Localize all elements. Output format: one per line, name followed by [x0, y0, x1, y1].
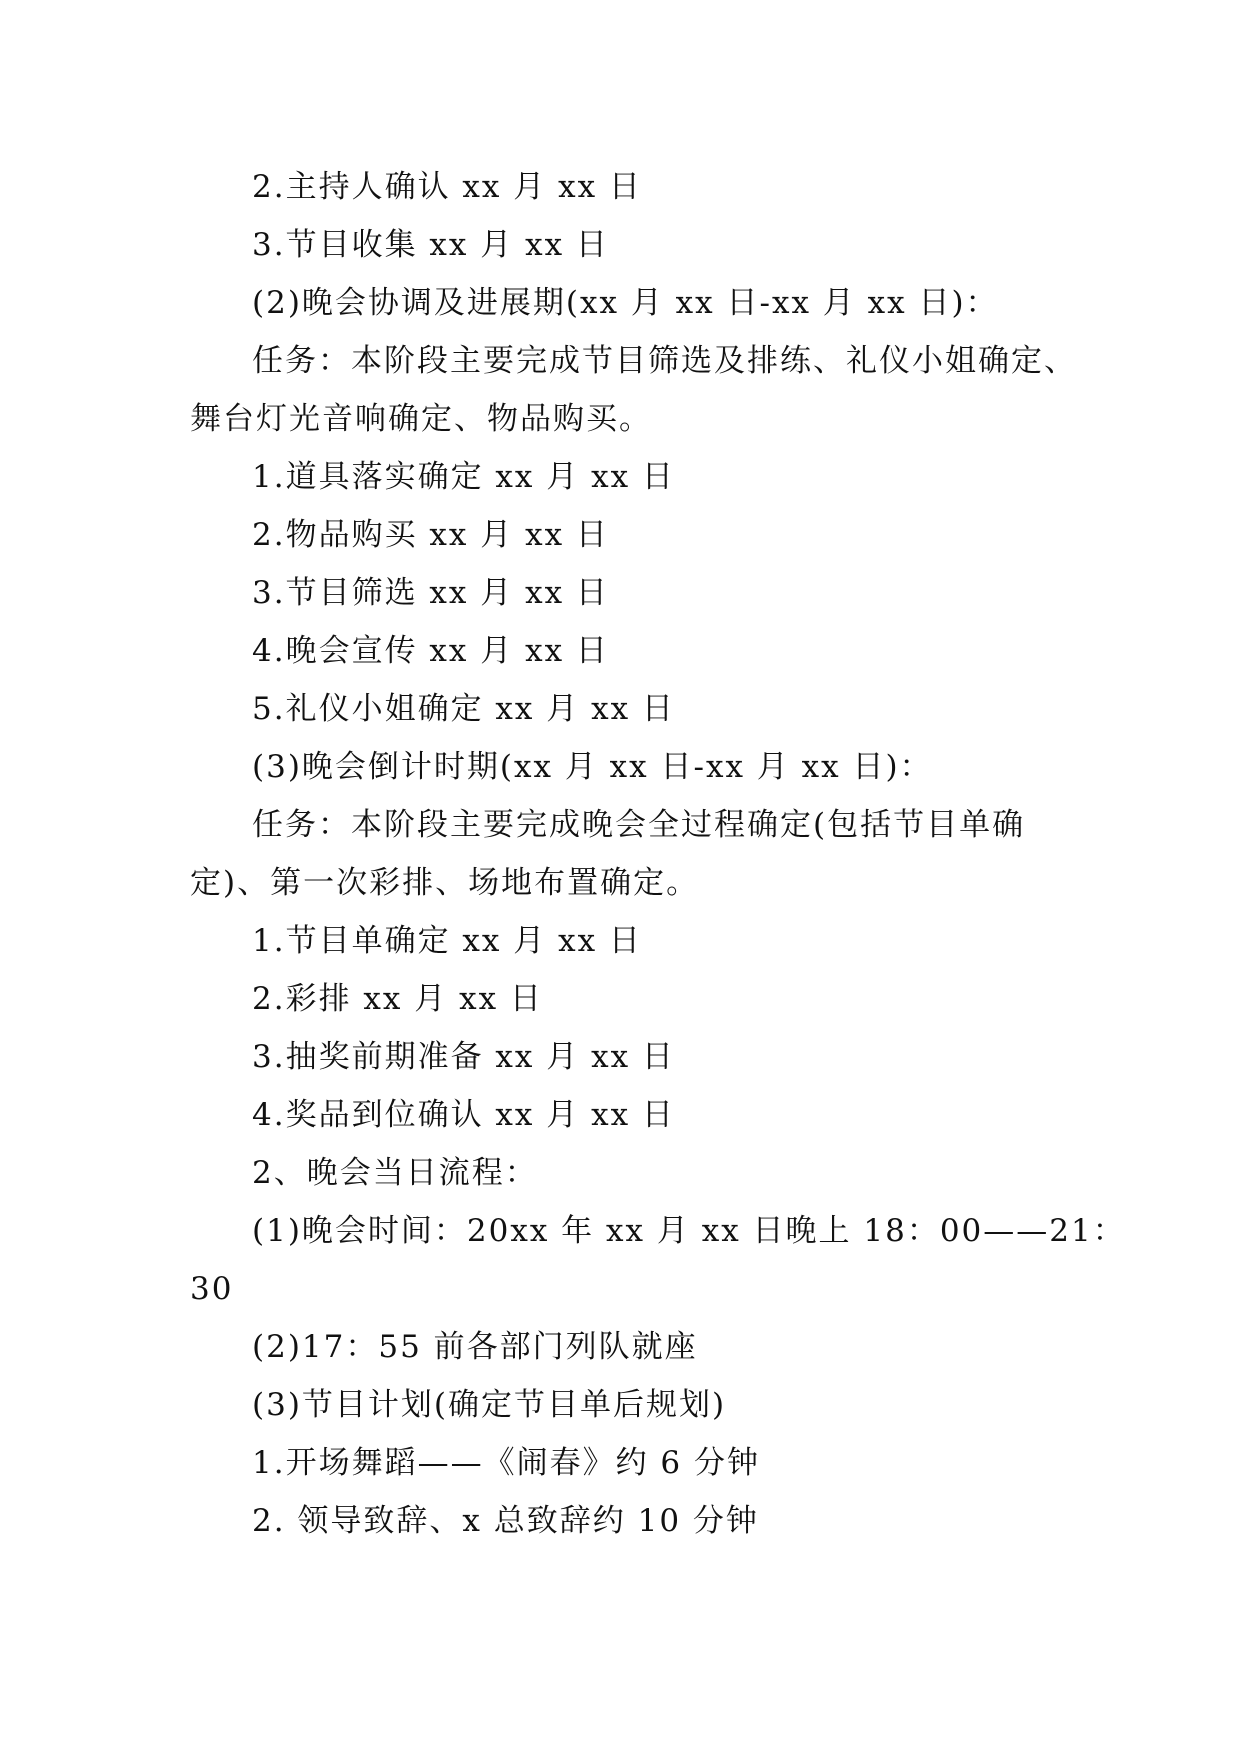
text-line: (3)节目计划(确定节目单后规划) — [252, 1387, 727, 1423]
section-heading: (3)晚会倒计时期(xx 月 xx 日-xx 月 xx 日)： — [252, 749, 933, 785]
section-heading: 2、晚会当日流程： — [252, 1155, 538, 1191]
text-line: 1.道具落实确定 xx 月 xx 日 — [252, 459, 675, 495]
text-line: 2. 领导致辞、x 总致辞约 10 分钟 — [252, 1503, 759, 1539]
text-line: 3.节目收集 xx 月 xx 日 — [252, 227, 609, 263]
text-line: 2.主持人确认 xx 月 xx 日 — [252, 169, 642, 205]
text-line: (2)17：55 前各部门列队就座 — [252, 1329, 698, 1365]
text-line: 1.节目单确定 xx 月 xx 日 — [252, 923, 642, 959]
task-paragraph-continuation: 定)、第一次彩排、场地布置确定。 — [190, 865, 700, 901]
text-line: 4.奖品到位确认 xx 月 xx 日 — [252, 1097, 675, 1133]
text-line: 2.彩排 xx 月 xx 日 — [252, 981, 543, 1017]
document-body — [190, 158, 1126, 1550]
task-paragraph-start: 任务：本阶段主要完成节目筛选及排练、礼仪小姐确定、 — [252, 343, 1077, 379]
task-paragraph-start: 任务：本阶段主要完成晚会全过程确定(包括节目单确 — [252, 807, 1026, 843]
text-line-continuation: 30 — [190, 1271, 234, 1307]
text-line: 3.抽奖前期准备 xx 月 xx 日 — [252, 1039, 675, 1075]
text-line: 3.节目筛选 xx 月 xx 日 — [252, 575, 609, 611]
section-heading: (2)晚会协调及进展期(xx 月 xx 日-xx 月 xx 日)： — [252, 285, 999, 321]
text-line: 2.物品购买 xx 月 xx 日 — [252, 517, 609, 553]
task-paragraph-continuation: 舞台灯光音响确定、物品购买。 — [190, 401, 652, 437]
text-line: 5.礼仪小姐确定 xx 月 xx 日 — [252, 691, 675, 727]
text-line: 4.晚会宣传 xx 月 xx 日 — [252, 633, 609, 669]
text-line: (1)晚会时间：20xx 年 xx 月 xx 日晚上 18：00——21： — [252, 1213, 1126, 1249]
text-line: 1.开场舞蹈——《闹春》约 6 分钟 — [252, 1445, 761, 1481]
